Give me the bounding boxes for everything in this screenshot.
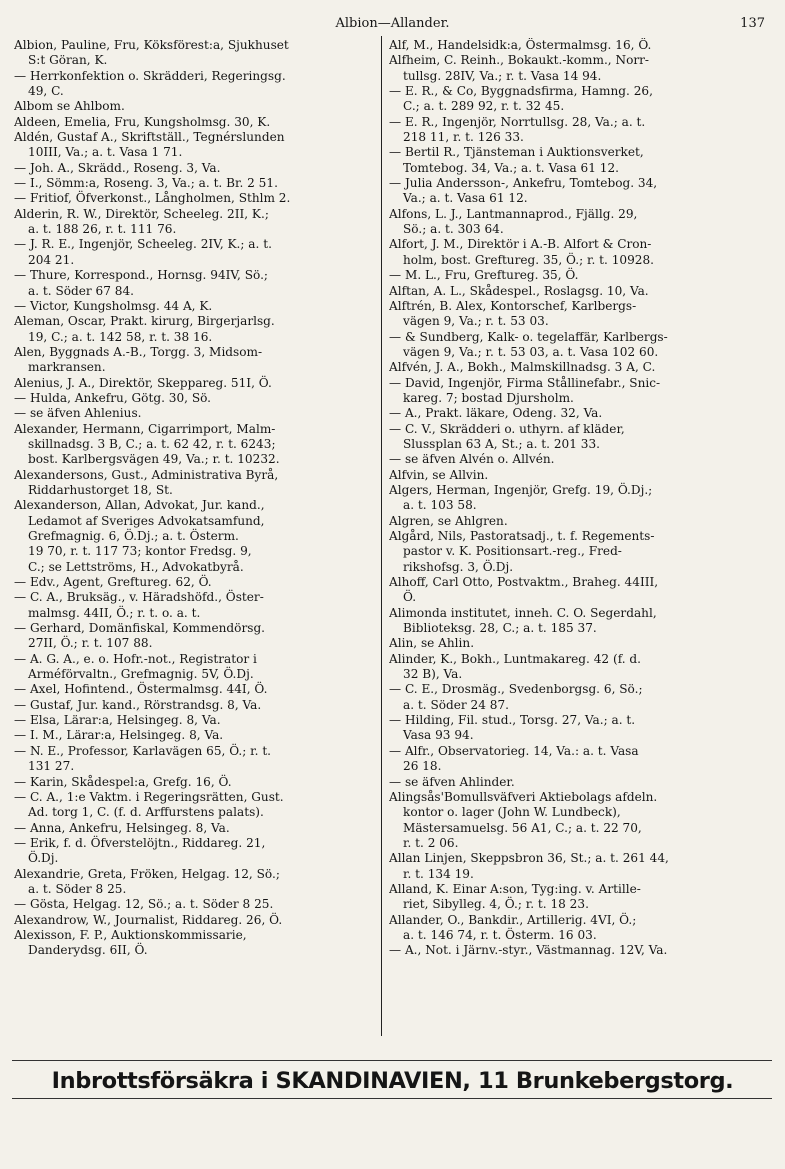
entry-line: — Fritiof, Öfverkonst., Långholmen, Sthlm 2.	[14, 191, 291, 206]
directory-entry	[389, 360, 764, 375]
directory-entry	[389, 38, 764, 53]
directory-entry	[14, 913, 376, 928]
entry-line: Alingsås'Bomullsväfveri Aktiebolags afdeln.	[389, 789, 658, 804]
entry-line: Algers, Herman, Ingenjör, Grefg. 19, Ö.Dj.;	[389, 482, 653, 497]
running-title: Albion—Allander.	[335, 16, 450, 31]
left-column	[14, 38, 376, 959]
directory-entry	[389, 376, 764, 407]
entry-continuation: a. t. 146 74, r. t. Österm. 16 03.	[403, 927, 597, 942]
entry-continuation: malmsg. 44II, Ö.; r. t. o. a. t.	[28, 605, 201, 620]
directory-entry	[389, 268, 764, 283]
entry-line: — Bertil R., Tjänsteman i Auktionsverket,	[389, 145, 644, 160]
directory-entry	[389, 882, 764, 913]
directory-entry	[389, 636, 764, 651]
entry-continuation: Grefmagnig. 6, Ö.Dj.; a. t. Österm.	[28, 529, 239, 543]
entry-continuation: a. t. Söder 8 25.	[28, 881, 127, 896]
directory-entry	[389, 775, 764, 790]
entry-continuation: pastor v. K. Positionsart.-reg., Fred-	[403, 544, 622, 559]
directory-entry	[389, 744, 764, 775]
entry-line: — C. V., Skrädderi o. uthyrn. af kläder,	[389, 421, 625, 436]
entry-line: — Thure, Korrespond., Hornsg. 94IV, Sö.;	[14, 268, 268, 283]
entry-line: Alftrén, B. Alex, Kontorschef, Karlbergs-	[389, 298, 637, 313]
entry-continuation: bost. Karlbergsvägen 49, Va.; r. t. 10232.	[28, 452, 280, 467]
entry-line: Alimonda institutet, inneh. C. O. Segerdahl,	[389, 605, 657, 620]
entry-line: Algård, Nils, Pastoratsadj., t. f. Regements-	[389, 529, 655, 543]
footer-advertisement: Inbrottsförsäkra i SKANDINAVIEN, 11 Brunkebergstorg.	[51, 1068, 734, 1094]
directory-entry	[14, 237, 376, 268]
entry-continuation: C.; a. t. 289 92, r. t. 32 45.	[403, 99, 565, 114]
entry-continuation: Ö.	[403, 590, 417, 605]
entry-line: — C. E., Drosmäg., Svedenborgsg. 6, Sö.;	[389, 682, 643, 697]
directory-entry	[14, 69, 376, 100]
entry-line: — Elsa, Lärar:a, Helsingeg. 8, Va.	[14, 713, 221, 728]
directory-entry	[14, 207, 376, 238]
directory-entry	[14, 790, 376, 821]
entry-continuation: vägen 9, Va.; r. t. 53 03.	[403, 314, 549, 329]
directory-entry	[389, 115, 764, 146]
directory-entry	[14, 744, 376, 775]
directory-entry	[389, 84, 764, 115]
entry-line: — E. R., & Co, Byggnadsfirma, Hamng. 26,	[389, 84, 653, 99]
directory-entry	[14, 38, 376, 69]
entry-line: Albom se Ahlbom.	[14, 99, 125, 114]
directory-entry	[14, 376, 376, 391]
directory-entry	[389, 652, 764, 683]
entry-continuation: 19 70, r. t. 117 73; kontor Fredsg. 9,	[28, 544, 252, 559]
entry-continuation: kareg. 7; bostad Djursholm.	[403, 390, 574, 405]
directory-entry	[14, 775, 376, 790]
entry-continuation: Slussplan 63 A, St.; a. t. 201 33.	[403, 436, 600, 451]
directory-entry	[389, 452, 764, 467]
directory-entry	[14, 345, 376, 376]
entry-continuation: Va.; a. t. Vasa 61 12.	[403, 191, 528, 206]
entry-continuation: S:t Göran, K.	[28, 53, 108, 68]
entry-line: — Julia Andersson-, Ankefru, Tomtebog. 34,	[389, 176, 658, 191]
entry-continuation: 49, C.	[28, 84, 64, 99]
entry-line: — Gerhard, Domänfiskal, Kommendörsg.	[14, 621, 266, 636]
directory-entry	[389, 943, 764, 958]
entry-line: Alfons, L. J., Lantmannaprod., Fjällg. 29,	[389, 206, 638, 221]
entry-continuation: Riddarhustorget 18, St.	[28, 482, 173, 497]
entry-line: Alhoff, Carl Otto, Postvaktm., Braheg. 44III,	[389, 575, 659, 590]
entry-continuation: riet, Sibylleg. 4, Ö.; r. t. 18 23.	[403, 897, 589, 912]
directory-entry	[14, 115, 376, 130]
entry-line: — Anna, Ankefru, Helsingeg. 8, Va.	[14, 820, 230, 835]
entry-line: Alin, se Ahlin.	[389, 636, 475, 651]
entry-line: — A., Not. i Järnv.-styr., Västmannag. 12V, Va.	[389, 943, 668, 958]
entry-continuation: 131 27.	[28, 759, 75, 774]
directory-entry	[14, 836, 376, 867]
entry-continuation: vägen 9, Va.; r. t. 53 03, a. t. Vasa 102 60.	[403, 344, 659, 359]
entry-line: Algren, se Ahlgren.	[389, 513, 508, 528]
entry-line: — David, Ingenjör, Firma Stållinefabr., Snic-	[389, 375, 661, 390]
directory-entry	[14, 897, 376, 912]
entry-line: Aldeen, Emelia, Fru, Kungsholmsg. 30, K.	[14, 114, 271, 129]
entry-continuation: Tomtebog. 34, Va.; a. t. Vasa 61 12.	[403, 160, 620, 175]
entry-continuation: 204 21.	[28, 252, 75, 267]
page-header	[0, 14, 785, 34]
entry-line: Alfort, J. M., Direktör i A.-B. Alfort & Cron-	[389, 237, 652, 252]
directory-entry	[389, 330, 764, 361]
directory-entry	[14, 391, 376, 406]
directory-entry	[389, 406, 764, 421]
entry-continuation: 32 B), Va.	[403, 667, 463, 682]
directory-entry	[389, 468, 764, 483]
entry-line: Alfvén, J. A., Bokh., Malmskillnadsg. 3 A, C.	[389, 360, 656, 375]
entry-line: — Gösta, Helgag. 12, Sö.; a. t. Söder 8 25.	[14, 897, 274, 912]
entry-line: — M. L., Fru, Greftureg. 35, Ö.	[389, 268, 579, 283]
entry-line: — Karin, Skådespel:a, Grefg. 16, Ö.	[14, 774, 232, 789]
entry-continuation: Sö.; a. t. 303 64.	[403, 222, 504, 237]
directory-entry	[389, 284, 764, 299]
page-number: 137	[740, 16, 765, 31]
entry-continuation: Biblioteksg. 28, C.; a. t. 185 37.	[403, 621, 597, 636]
directory-entry	[389, 851, 764, 882]
directory-entry	[389, 790, 764, 851]
entry-line: — & Sundberg, Kalk- o. tegelaffär, Karlbergs-	[389, 329, 668, 344]
entry-continuation: skillnadsg. 3 B, C.; a. t. 62 42, r. t. 6243;	[28, 436, 276, 451]
entry-line: Alexanderson, Allan, Advokat, Jur. kand.,	[14, 498, 265, 513]
entry-line: Albion, Pauline, Fru, Köksförest:a, Sjukhuset	[14, 38, 289, 52]
directory-entry	[389, 606, 764, 637]
directory-entry	[14, 130, 376, 161]
directory-entry	[14, 698, 376, 713]
ad-bottom-rule	[12, 1098, 772, 1099]
entry-line: — Herrkonfektion o. Skrädderi, Regeringsg.	[14, 68, 286, 83]
directory-entry	[14, 191, 376, 206]
entry-continuation: Danderydsg. 6II, Ö.	[28, 943, 148, 958]
entry-line: Alf, M., Handelsidk:a, Östermalmsg. 16, Ö.	[389, 38, 652, 52]
directory-columns	[14, 38, 771, 1038]
entry-continuation: rikshofsg. 3, Ö.Dj.	[403, 559, 514, 574]
entry-continuation: 19, C.; a. t. 142 58, r. t. 38 16.	[28, 329, 213, 344]
entry-line: — Axel, Hofintend., Östermalmsg. 44I, Ö.	[14, 682, 268, 697]
directory-entry	[14, 821, 376, 836]
right-column	[389, 38, 764, 959]
ad-top-rule	[12, 1060, 772, 1061]
entry-line: — J. R. E., Ingenjör, Scheeleg. 2IV, K.; a. t.	[14, 237, 272, 252]
directory-entry	[14, 682, 376, 697]
entry-line: Aleman, Oscar, Prakt. kirurg, Birgerjarlsg.	[14, 314, 275, 329]
entry-continuation: markransen.	[28, 360, 106, 375]
directory-entry	[14, 299, 376, 314]
directory-entry	[14, 728, 376, 743]
directory-entry	[14, 99, 376, 114]
entry-continuation: r. t. 2 06.	[403, 835, 459, 850]
entry-line: — C. A., 1:e Vaktm. i Regeringsrätten, Gust.	[14, 789, 284, 804]
entry-line: — C. A., Bruksäg., v. Häradshöfd., Öster-	[14, 590, 264, 605]
entry-line: Alexander, Hermann, Cigarrimport, Malm-	[14, 421, 276, 436]
directory-entry	[14, 867, 376, 898]
directory-entry	[14, 268, 376, 299]
entry-continuation: 26 18.	[403, 759, 442, 774]
entry-line: — Erik, f. d. Öfverstelöjtn., Riddareg. 21,	[14, 835, 266, 850]
entry-continuation: C.; se Lettströms, H., Advokatbyrå.	[28, 559, 244, 574]
entry-line: — Alfr., Observatorieg. 14, Va.: a. t. Vasa	[389, 743, 639, 758]
directory-entry	[389, 422, 764, 453]
entry-line: — A. G. A., e. o. Hofr.-not., Registrator i	[14, 651, 257, 666]
entry-line: Alenius, J. A., Direktör, Skeppareg. 51I, Ö.	[14, 375, 272, 390]
entry-line: — se äfven Alvén o. Allvén.	[389, 452, 555, 467]
directory-entry	[14, 176, 376, 191]
directory-entry	[389, 682, 764, 713]
directory-entry	[14, 468, 376, 499]
directory-entry	[14, 652, 376, 683]
directory-entry	[14, 406, 376, 421]
entry-line: Allander, O., Bankdir., Artillerig. 4VI, Ö.;	[389, 912, 637, 927]
entry-continuation: Vasa 93 94.	[403, 728, 474, 743]
entry-continuation: holm, bost. Greftureg. 35, Ö.; r. t. 10928.	[403, 252, 655, 267]
entry-line: Alexisson, F. P., Auktionskommissarie,	[14, 927, 247, 942]
entry-line: Alexandrow, W., Journalist, Riddareg. 26, Ö.	[14, 912, 283, 927]
entry-line: — Joh. A., Skrädd., Roseng. 3, Va.	[14, 160, 221, 175]
entry-line: — A., Prakt. läkare, Odeng. 32, Va.	[389, 406, 603, 421]
entry-continuation: 218 11, r. t. 126 33.	[403, 130, 524, 145]
entry-line: — se äfven Ahlenius.	[14, 406, 142, 421]
entry-line: Aldén, Gustaf A., Skriftställ., Tegnérslunden	[14, 130, 285, 145]
entry-continuation: a. t. Söder 24 87.	[403, 697, 510, 712]
directory-entry	[389, 514, 764, 529]
entry-line: Alexandersons, Gust., Administrativa Byrå,	[14, 467, 279, 482]
entry-line: Allan Linjen, Skeppsbron 36, St.; a. t. 261 44,	[389, 851, 669, 866]
directory-entry	[389, 207, 764, 238]
directory-entry	[389, 575, 764, 606]
entry-continuation: r. t. 134 19.	[403, 866, 474, 881]
entry-continuation: a. t. 103 58.	[403, 498, 477, 513]
entry-line: — N. E., Professor, Karlavägen 65, Ö.; r. t.	[14, 743, 272, 758]
directory-entry	[389, 483, 764, 514]
directory-entry	[389, 237, 764, 268]
entry-line: — Edv., Agent, Greftureg. 62, Ö.	[14, 575, 212, 590]
entry-line: — I. M., Lärar:a, Helsingeg. 8, Va.	[14, 728, 224, 743]
entry-line: Alftan, A. L., Skådespel., Roslagsg. 10, Va.	[389, 283, 649, 298]
entry-line: Alderin, R. W., Direktör, Scheeleg. 2II, K.;	[14, 206, 269, 221]
entry-line: Alinder, K., Bokh., Luntmakareg. 42 (f. d.	[389, 651, 642, 666]
entry-continuation: a. t. Söder 67 84.	[28, 283, 135, 298]
directory-entry	[14, 928, 376, 959]
entry-continuation: 10III, Va.; a. t. Vasa 1 71.	[28, 145, 183, 160]
entry-continuation: a. t. 188 26, r. t. 111 76.	[28, 222, 177, 237]
entry-continuation: Ad. torg 1, C. (f. d. Arffurstens palats).	[28, 805, 264, 820]
entry-line: — Victor, Kungsholmsg. 44 A, K.	[14, 298, 213, 313]
directory-entry	[14, 713, 376, 728]
entry-line: — E. R., Ingenjör, Norrtullsg. 28, Va.; a. t.	[389, 114, 646, 129]
entry-line: — Hilding, Fil. stud., Torsg. 27, Va.; a. t.	[389, 713, 636, 728]
entry-line: Alexandrie, Greta, Fröken, Helgag. 12, Sö.;	[14, 866, 280, 881]
directory-entry	[14, 422, 376, 468]
entry-continuation: Ö.Dj.	[28, 851, 59, 866]
entry-continuation: 27II, Ö.; r. t. 107 88.	[28, 636, 153, 651]
directory-entry	[389, 145, 764, 176]
directory-entry	[14, 314, 376, 345]
directory-entry	[389, 299, 764, 330]
entry-line: Alfheim, C. Reinh., Bokaukt.-komm., Norr-	[389, 53, 650, 68]
entry-continuation: Ledamot af Sveriges Advokatsamfund,	[28, 513, 265, 528]
entry-line: — Hulda, Ankefru, Götg. 30, Sö.	[14, 390, 212, 405]
directory-entry	[389, 53, 764, 84]
entry-line: — Gustaf, Jur. kand., Rörstrandsg. 8, Va.	[14, 697, 262, 712]
directory-entry	[389, 529, 764, 575]
directory-entry	[389, 713, 764, 744]
directory-entry	[14, 590, 376, 621]
entry-continuation: Mästersamuelsg. 56 A1, C.; a. t. 22 70,	[403, 820, 642, 835]
directory-entry	[389, 176, 764, 207]
entry-line: — I., Sömm:a, Roseng. 3, Va.; a. t. Br. 2 51.	[14, 176, 278, 191]
entry-continuation: kontor o. lager (John W. Lundbeck),	[403, 805, 621, 820]
entry-line: Alland, K. Einar A:son, Tyg:ing. v. Artille-	[389, 881, 641, 896]
entry-continuation: Arméförvaltn., Grefmagnig. 5V, Ö.Dj.	[28, 667, 254, 682]
directory-entry	[14, 621, 376, 652]
directory-entry	[14, 161, 376, 176]
directory-entry	[389, 913, 764, 944]
entry-continuation: tullsg. 28IV, Va.; r. t. Vasa 14 94.	[403, 68, 602, 83]
entry-line: Alen, Byggnads A.-B., Torgg. 3, Midsom-	[14, 344, 263, 359]
directory-entry	[14, 575, 376, 590]
entry-line: — se äfven Ahlinder.	[389, 774, 515, 789]
directory-entry	[14, 498, 376, 575]
entry-line: Alfvin, se Allvin.	[389, 467, 489, 482]
